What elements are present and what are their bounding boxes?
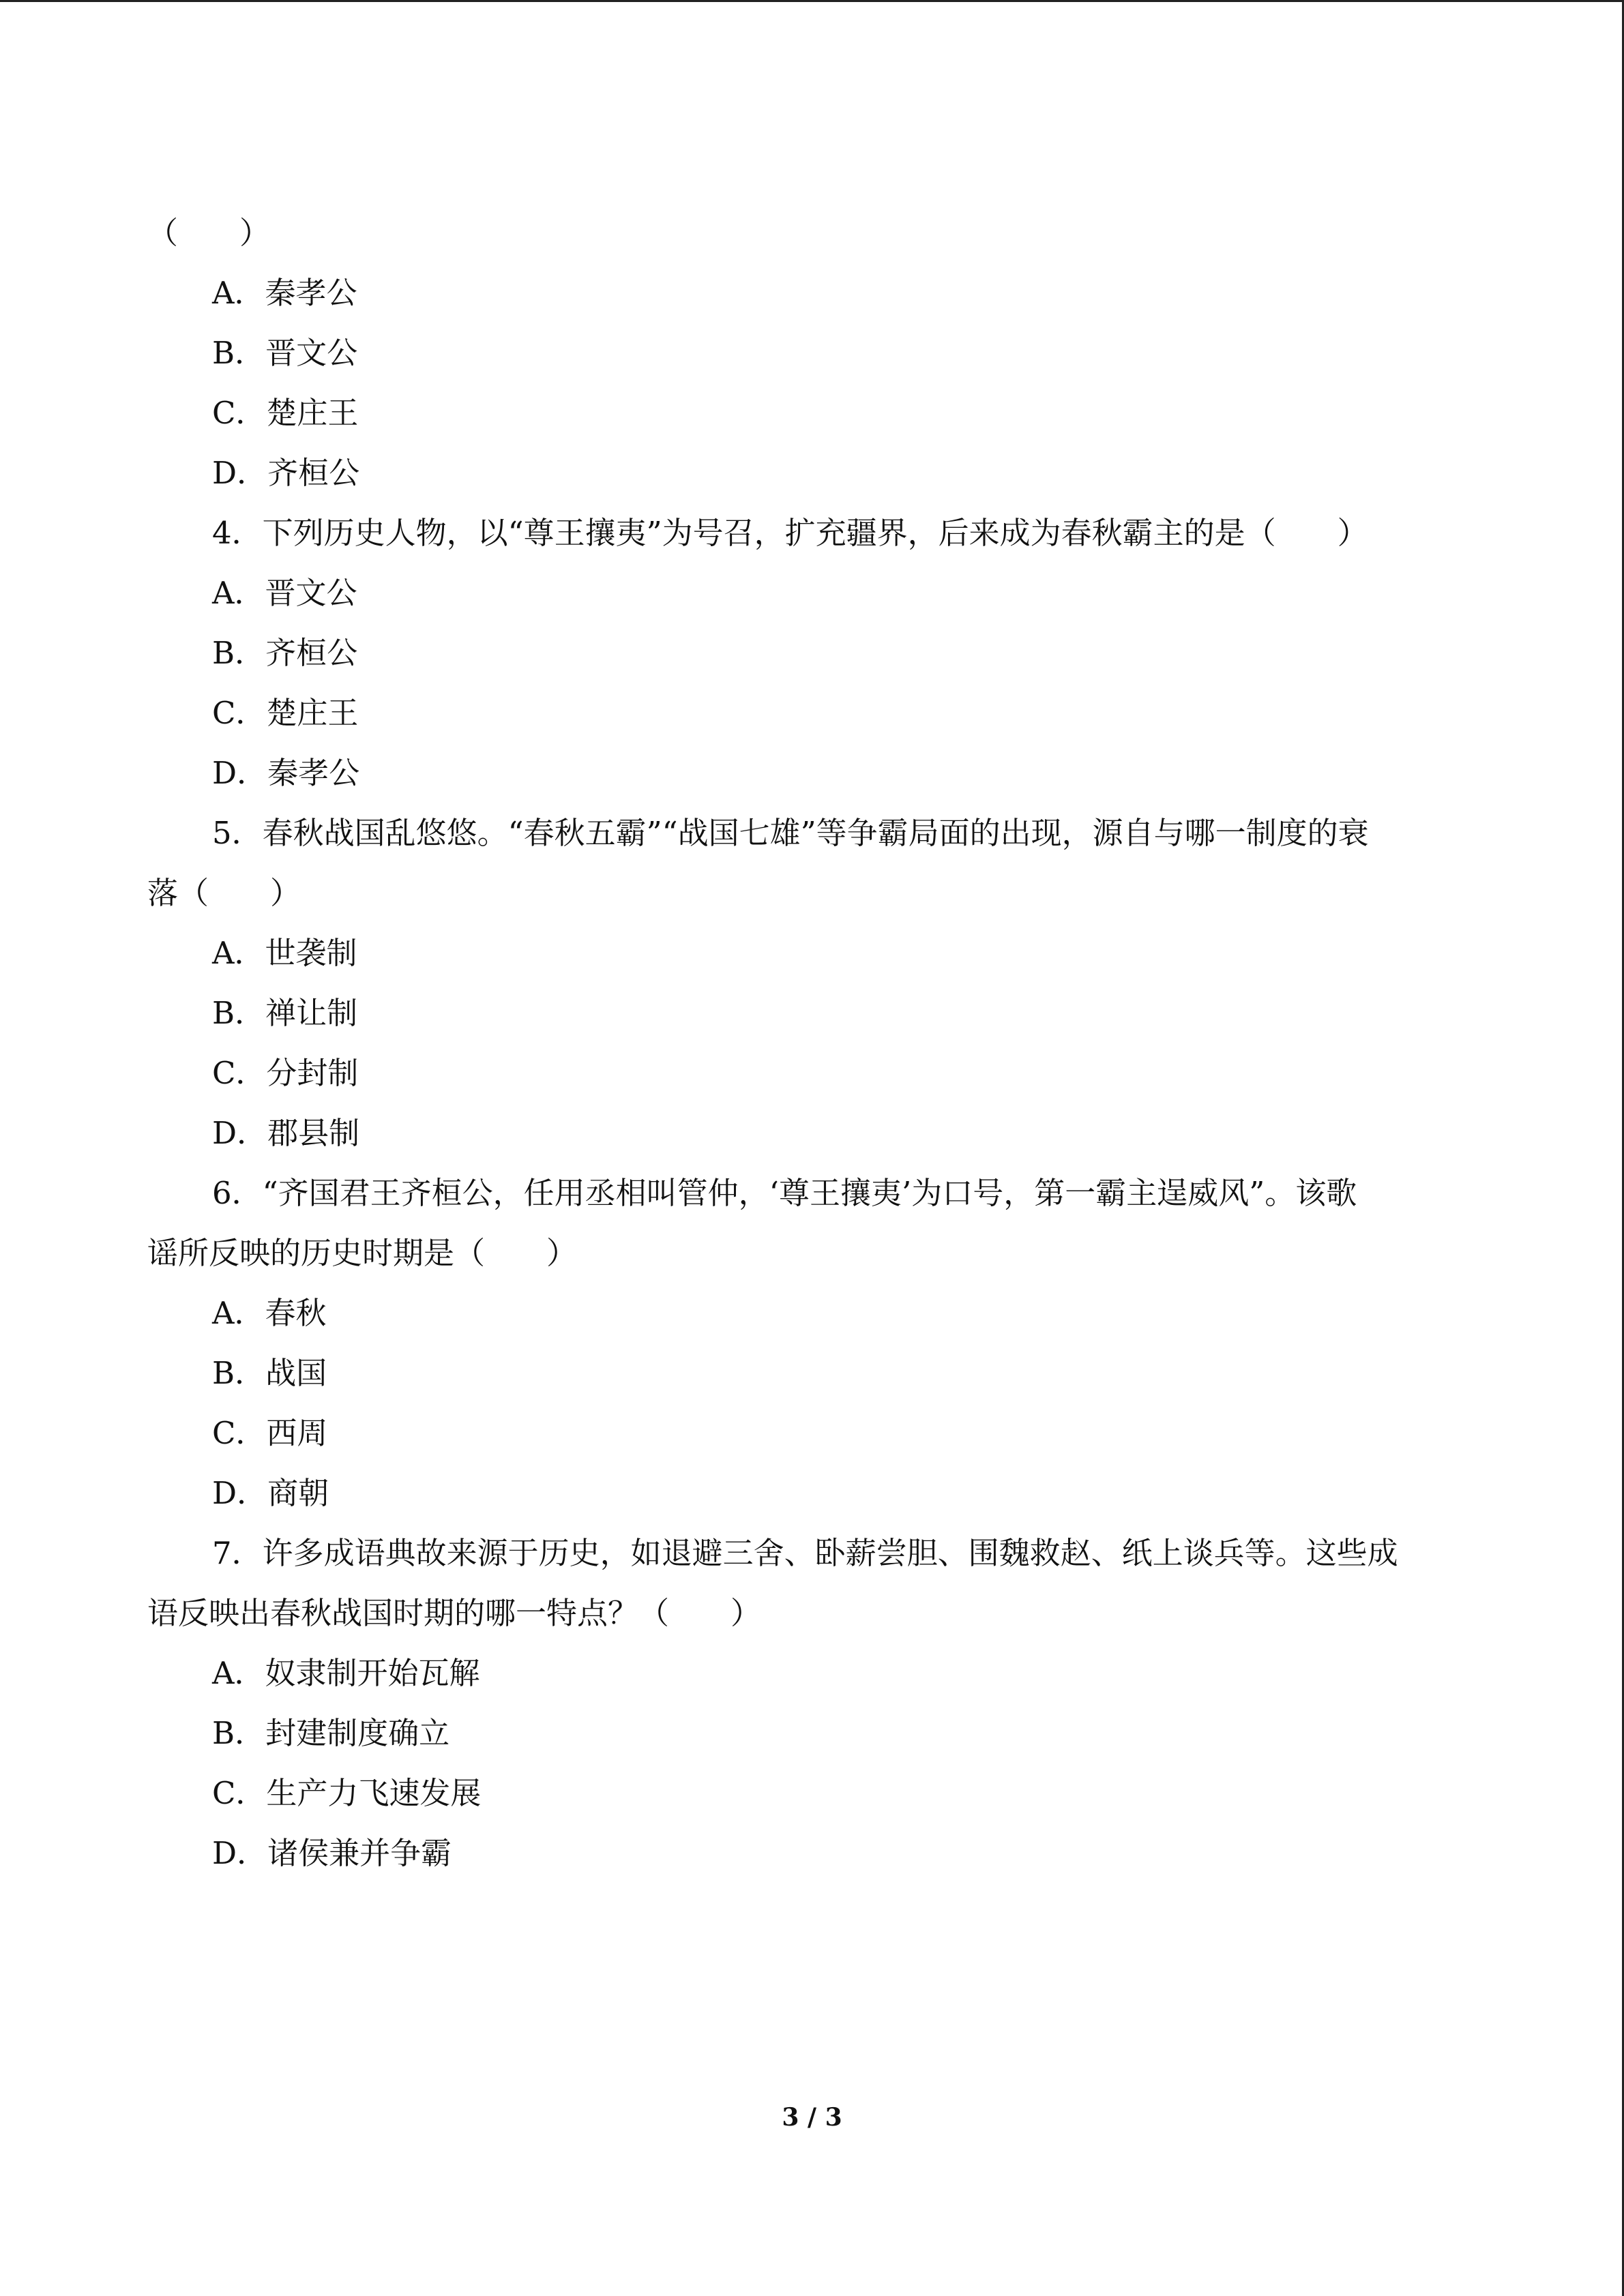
question-6-option-c: C．西周 bbox=[212, 1415, 328, 1451]
question-5-stem-line-2: 落（ ） bbox=[147, 875, 301, 911]
question-7-option-a: A．奴隶制开始瓦解 bbox=[212, 1655, 480, 1691]
page-number: 3 / 3 bbox=[782, 2103, 842, 2132]
question-6-option-d: D．商朝 bbox=[212, 1475, 329, 1511]
question-6-stem-line-1: 6．“齐国君王齐桓公，任用丞相叫管仲，‘尊王攘夷’为口号，第一霸主逞威风”。该歌 bbox=[212, 1175, 1357, 1211]
question-4-option-d: D．秦孝公 bbox=[212, 755, 360, 791]
question-4-option-c: C．楚庄王 bbox=[212, 695, 359, 731]
question-4-option-b: B．齐桓公 bbox=[212, 635, 358, 671]
question-4-option-a: A．晋文公 bbox=[212, 575, 357, 611]
question-3-option-a: A．秦孝公 bbox=[212, 275, 357, 311]
question-5-option-d: D．郡县制 bbox=[212, 1115, 360, 1151]
question-5-option-a: A．世袭制 bbox=[212, 935, 357, 971]
question-7-option-d: D．诸侯兼并争霸 bbox=[212, 1835, 452, 1871]
question-3-option-d: D．齐桓公 bbox=[212, 455, 360, 491]
question-6-stem-line-2: 谣所反映的历史时期是（ ） bbox=[147, 1235, 578, 1271]
question-4-stem: 4．下列历史人物，以“尊王攘夷”为号召，扩充疆界，后来成为春秋霸主的是（ ） bbox=[212, 515, 1368, 551]
question-5-option-b: B．禅让制 bbox=[212, 995, 358, 1031]
question-7-option-b: B．封建制度确立 bbox=[212, 1715, 450, 1751]
question-7-stem-line-1: 7．许多成语典故来源于历史，如退避三舍、卧薪尝胆、围魏救赵、纸上谈兵等。这些成 bbox=[212, 1535, 1398, 1571]
question-6-option-b: B．战国 bbox=[212, 1355, 327, 1391]
question-3-option-b: B．晋文公 bbox=[212, 335, 358, 371]
question-3-answer-blank: （ ） bbox=[147, 215, 271, 251]
question-5-option-c: C．分封制 bbox=[212, 1055, 359, 1091]
question-5-stem-line-1: 5．春秋战国乱悠悠。“春秋五霸”“战国七雄”等争霸局面的出现，源自与哪一制度的衰 bbox=[212, 815, 1369, 851]
question-7-stem-line-2: 语反映出春秋战国时期的哪一特点？（ ） bbox=[147, 1595, 762, 1631]
question-3-option-c: C．楚庄王 bbox=[212, 395, 359, 431]
question-6-option-a: A．春秋 bbox=[212, 1295, 327, 1331]
question-7-option-c: C．生产力飞速发展 bbox=[212, 1775, 482, 1811]
